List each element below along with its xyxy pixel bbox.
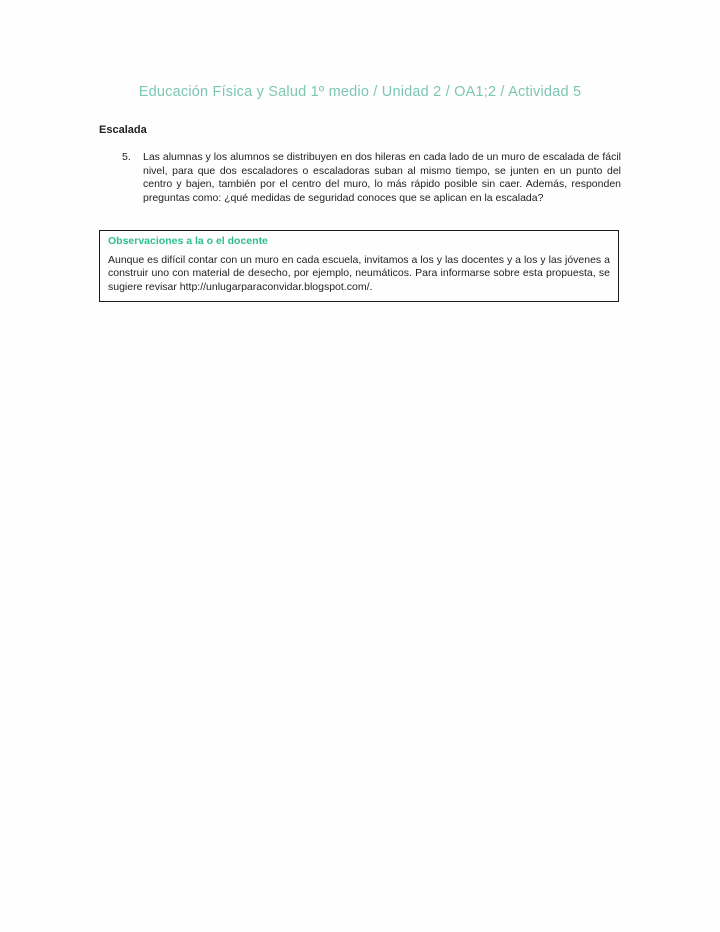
section-heading: Escalada [99,124,147,136]
document-title: Educación Física y Salud 1º medio / Unidad 2 / OA1;2 / Actividad 5 [138,84,582,100]
observations-box-body: Aunque es difícil contar con un muro en cada escuela, invitamos a los y las docentes y a los y las jóvenes a construir uno con material de desecho, por ejemplo, neumáticos. Para informarse sobre esta propuesta, se sugiere revisar http://unlugarparaconvidar.blogspot.com/. [108,254,610,293]
activity-number: 5. [122,151,131,163]
activity-item [122,151,621,205]
observations-box-title: Observaciones a la o el docente [108,235,268,247]
observations-box [99,230,619,302]
activity-text: Las alumnas y los alumnos se distribuyen en dos hileras en cada lado de un muro de escalada de fácil nivel, para que dos escaladores o escaladoras suban al mismo tiempo, se junten en un punto del centro y bajen, también por el centro del muro, lo más rápido posible sin caer. Además, responden preguntas como: ¿qué medidas de seguridad conoces que se aplican en la escalada? [143,151,621,204]
